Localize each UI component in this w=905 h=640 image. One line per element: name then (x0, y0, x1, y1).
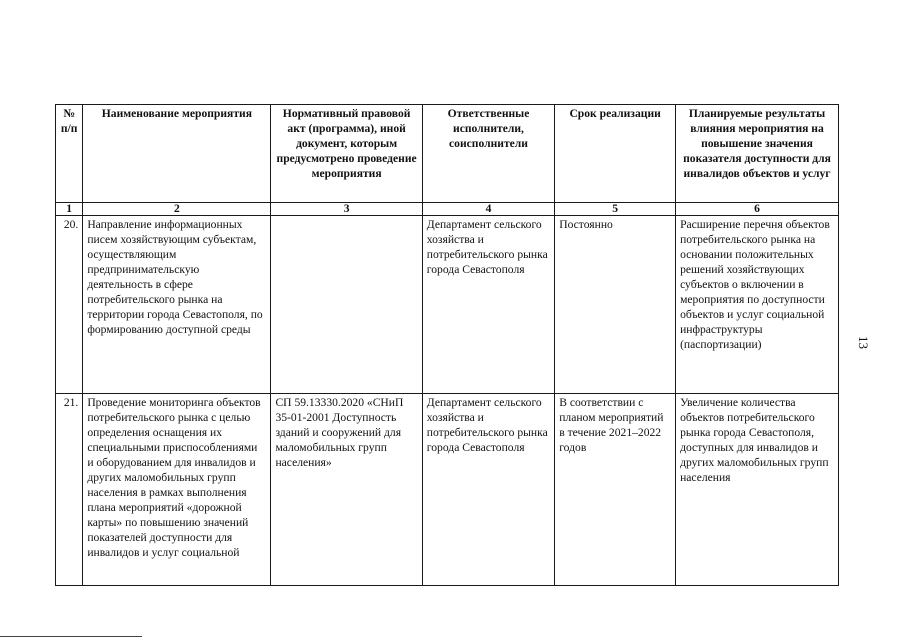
header-legal-act: Нормативный правовой акт (программа), иной документ, которым предусмотрено проведение мероприятия (271, 105, 422, 203)
measures-table (55, 104, 839, 586)
measure-name: Направление информационных писем хозяйствующим субъектам, осуществляющим предпринимательскую деятельность в сфере потребительского рынка на территории города Севастополя, по формированию доступной среды (83, 216, 271, 394)
column-number: 3 (271, 203, 422, 216)
page-number: 13 (856, 336, 871, 349)
footnote-divider (0, 636, 142, 637)
executors: Департамент сельского хозяйства и потребительского рынка города Севастополя (422, 394, 554, 586)
planned-results: Расширение перечня объектов потребительского рынка на основании положительных решений хозяйствующих субъектов о включении в мероприятия по доступности объектов и услуг социальной инфраструктуры (паспортизации) (676, 216, 839, 394)
term: Постоянно (555, 216, 676, 394)
executors: Департамент сельского хозяйства и потребительского рынка города Севастополя (422, 216, 554, 394)
table-header-row (56, 105, 839, 203)
planned-results: Увеличение количества объектов потребительского рынка города Севастополя, доступных для инвалидов и других маломобильных групп населения (676, 394, 839, 586)
column-numbers-row (56, 203, 839, 216)
column-number: 5 (555, 203, 676, 216)
column-number: 1 (56, 203, 83, 216)
measure-name: Проведение мониторинга объектов потребительского рынка с целью определения оснащения их специальными приспособлениями и оборудованием для инвалидов и других маломобильных групп населения в рамках выполнения плана мероприятий «дорожной карты» по повышению значений показателей доступности для инвалидов и услуг социальной (83, 394, 271, 586)
header-term: Срок реализации (555, 105, 676, 203)
legal-act (271, 216, 422, 394)
header-measure-name: Наименование мероприятия (83, 105, 271, 203)
header-results: Планируемые результаты влияния мероприятия на повышение значения показателя доступности для инвалидов объектов и услуг (676, 105, 839, 203)
column-number: 6 (676, 203, 839, 216)
term: В соответствии с планом мероприятий в течение 2021–2022 годов (555, 394, 676, 586)
table-row (56, 216, 839, 394)
column-number: 2 (83, 203, 271, 216)
header-number: № п/п (56, 105, 83, 203)
table-row (56, 394, 839, 586)
column-number: 4 (422, 203, 554, 216)
legal-act: СП 59.13330.2020 «СНиП 35-01-2001 Доступность зданий и сооружений для маломобильных групп населения» (271, 394, 422, 586)
header-executors: Ответственные исполнители, соисполнители (422, 105, 554, 203)
row-number: 20. (56, 216, 83, 394)
row-number: 21. (56, 394, 83, 586)
